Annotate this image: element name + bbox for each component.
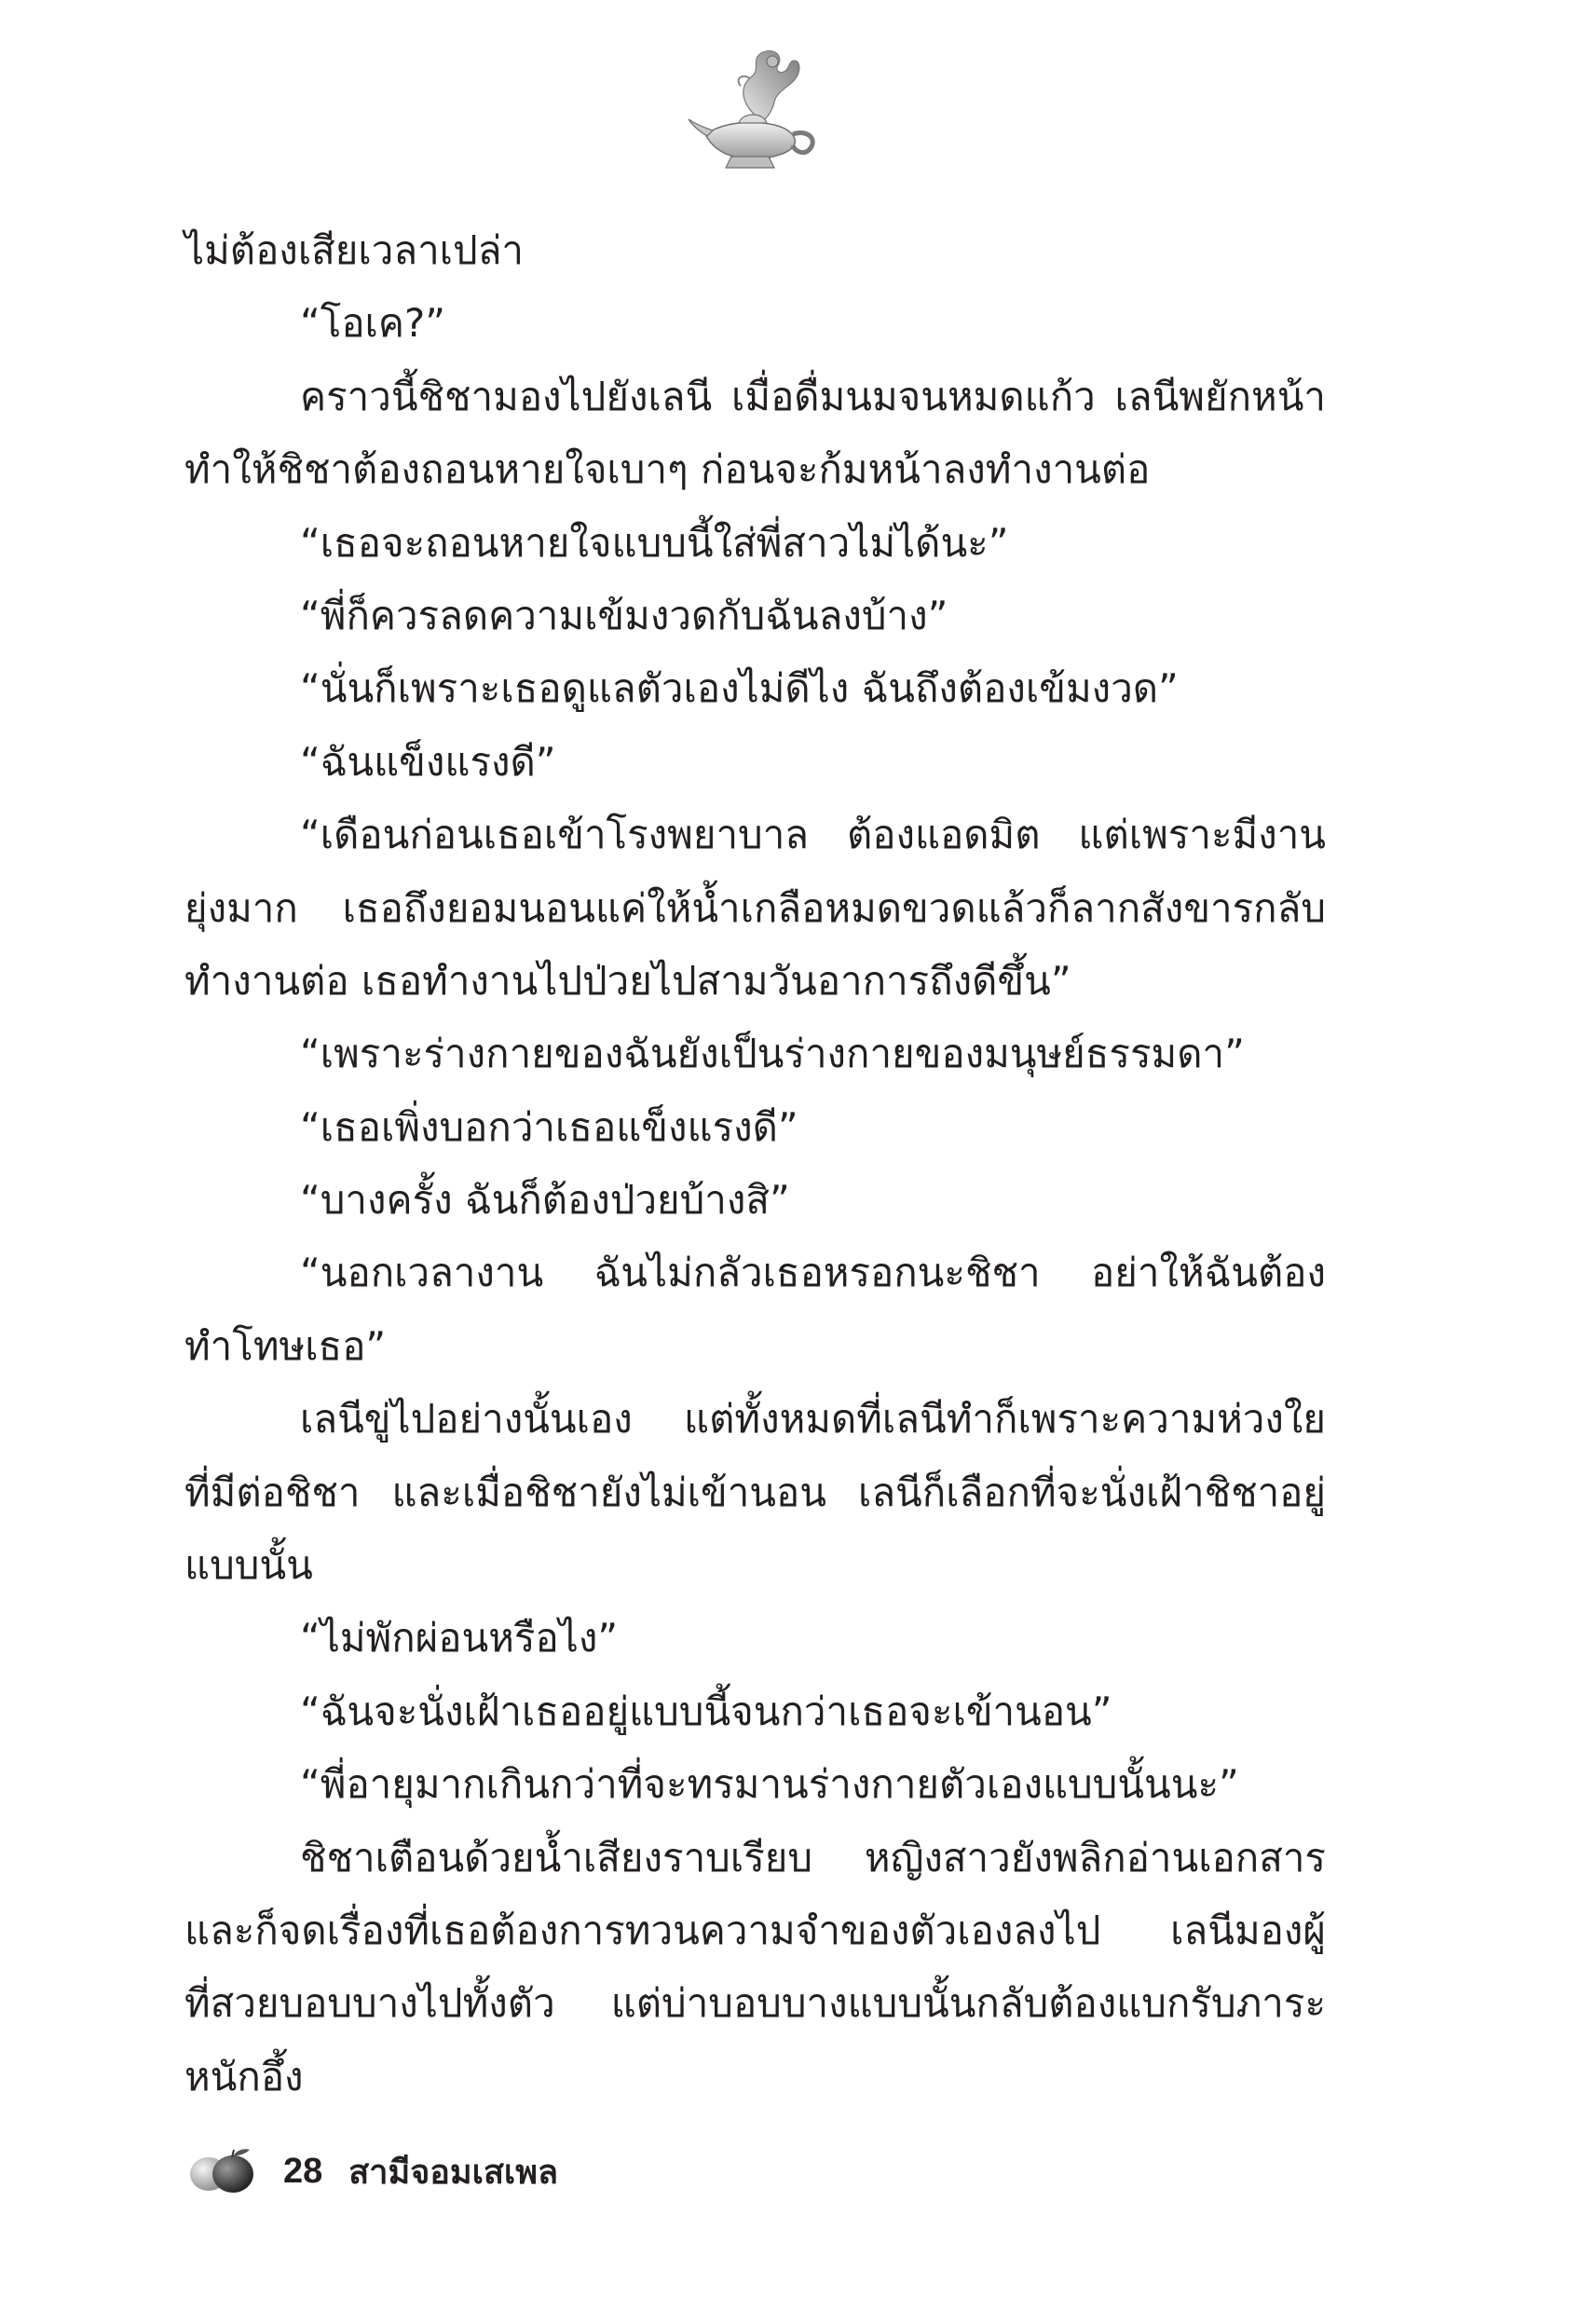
text-line: “เดือนก่อนเธอเข้าโรงพยาบาล ต้องแอดมิต แต่เพราะมีงาน [300,812,1326,858]
text-line: หนักอึ้ง [184,2053,304,2099]
text-line: “โอเค?” [300,300,446,347]
text-line: “เธอเพิ่งบอกว่าเธอแข็งแรงดี” [300,1103,798,1150]
book-title: สามีจอมเสเพล [348,2153,559,2192]
text-line: ทำโทษเธอ” [184,1322,387,1369]
text-line: คราวนี้ชิชามองไปยังเลนี เมื่อดื่มนมจนหมดแก้ว เลนีพยักหน้า [300,373,1326,419]
text-line: “นั่นก็เพราะเธอดูแลตัวเองไม่ดีไง ฉันถึงต้องเข้มงวด” [300,665,1179,712]
text-line: “บางครั้ง ฉันก็ต้องป่วยบ้างสิ” [300,1177,790,1224]
text-line: “นอกเวลางาน ฉันไม่กลัวเธอหรอกนะชิชา อย่าให้ฉันต้อง [300,1250,1326,1296]
text-line: และก็จดเรื่องที่เธอต้องการทวนความจำของตัวเองลงไป เลนีมองผู้ [184,1907,1326,1953]
page-footer [184,2143,558,2199]
genie-lamp-icon [685,45,825,175]
text-line: ที่สวยบอบบางไปทั้งตัว แต่บ่าบอบบางแบบนั้นกลับต้องแบกรับภาระ [184,1980,1326,2027]
text-line: ยุ่งมาก เธอถึงยอมนอนแค่ให้น้ำเกลือหมดขวดแล้วก็ลากสังขารกลับ [184,884,1326,931]
apple-icon [184,2144,259,2198]
text-line: แบบนั้น [184,1542,313,1589]
text-line: ไม่ต้องเสียเวลาเปล่า [184,227,525,273]
text-line: ที่มีต่อชิชา และเมื่อชิชายังไม่เข้านอน เลนีก็เลือกที่จะนั่งเฝ้าชิชาอยู่ [184,1469,1326,1515]
text-line: ทำงานต่อ เธอทำงานไปป่วยไปสามวันอาการถึงดีขึ้น” [184,957,1071,1004]
text-line: “ไม่พักผ่อนหรือไง” [300,1615,619,1661]
text-line: “พี่อายุมากเกินกว่าที่จะทรมานร่างกายตัวเองแบบนั้นนะ” [300,1761,1239,1808]
text-line: “เพราะร่างกายของฉันยังเป็นร่างกายของมนุษย์ธรรมดา” [300,1031,1245,1077]
text-line: “พี่ก็ควรลดความเข้มงวดกับฉันลงบ้าง” [300,592,948,638]
page-number: 28 [283,2151,323,2191]
text-line: “ฉันจะนั่งเฝ้าเธออยู่แบบนี้จนกว่าเธอจะเข้านอน” [300,1688,1112,1734]
text-line: “ฉันแข็งแรงดี” [300,738,556,785]
text-line: ชิชาเตือนด้วยน้ำเสียงราบเรียบ หญิงสาวยังพลิกอ่านเอกสาร [300,1834,1326,1880]
body-text [184,214,1326,2113]
text-line: เลนีขู่ไปอย่างนั้นเอง แต่ทั้งหมดที่เลนีทำก็เพราะความห่วงใย [300,1396,1326,1443]
text-line: ทำให้ชิชาต้องถอนหายใจเบาๆ ก่อนจะก้มหน้าลงทำงานต่อ [184,446,1151,493]
text-line: “เธอจะถอนหายใจแบบนี้ใส่พี่สาวไม่ได้นะ” [300,519,1009,566]
